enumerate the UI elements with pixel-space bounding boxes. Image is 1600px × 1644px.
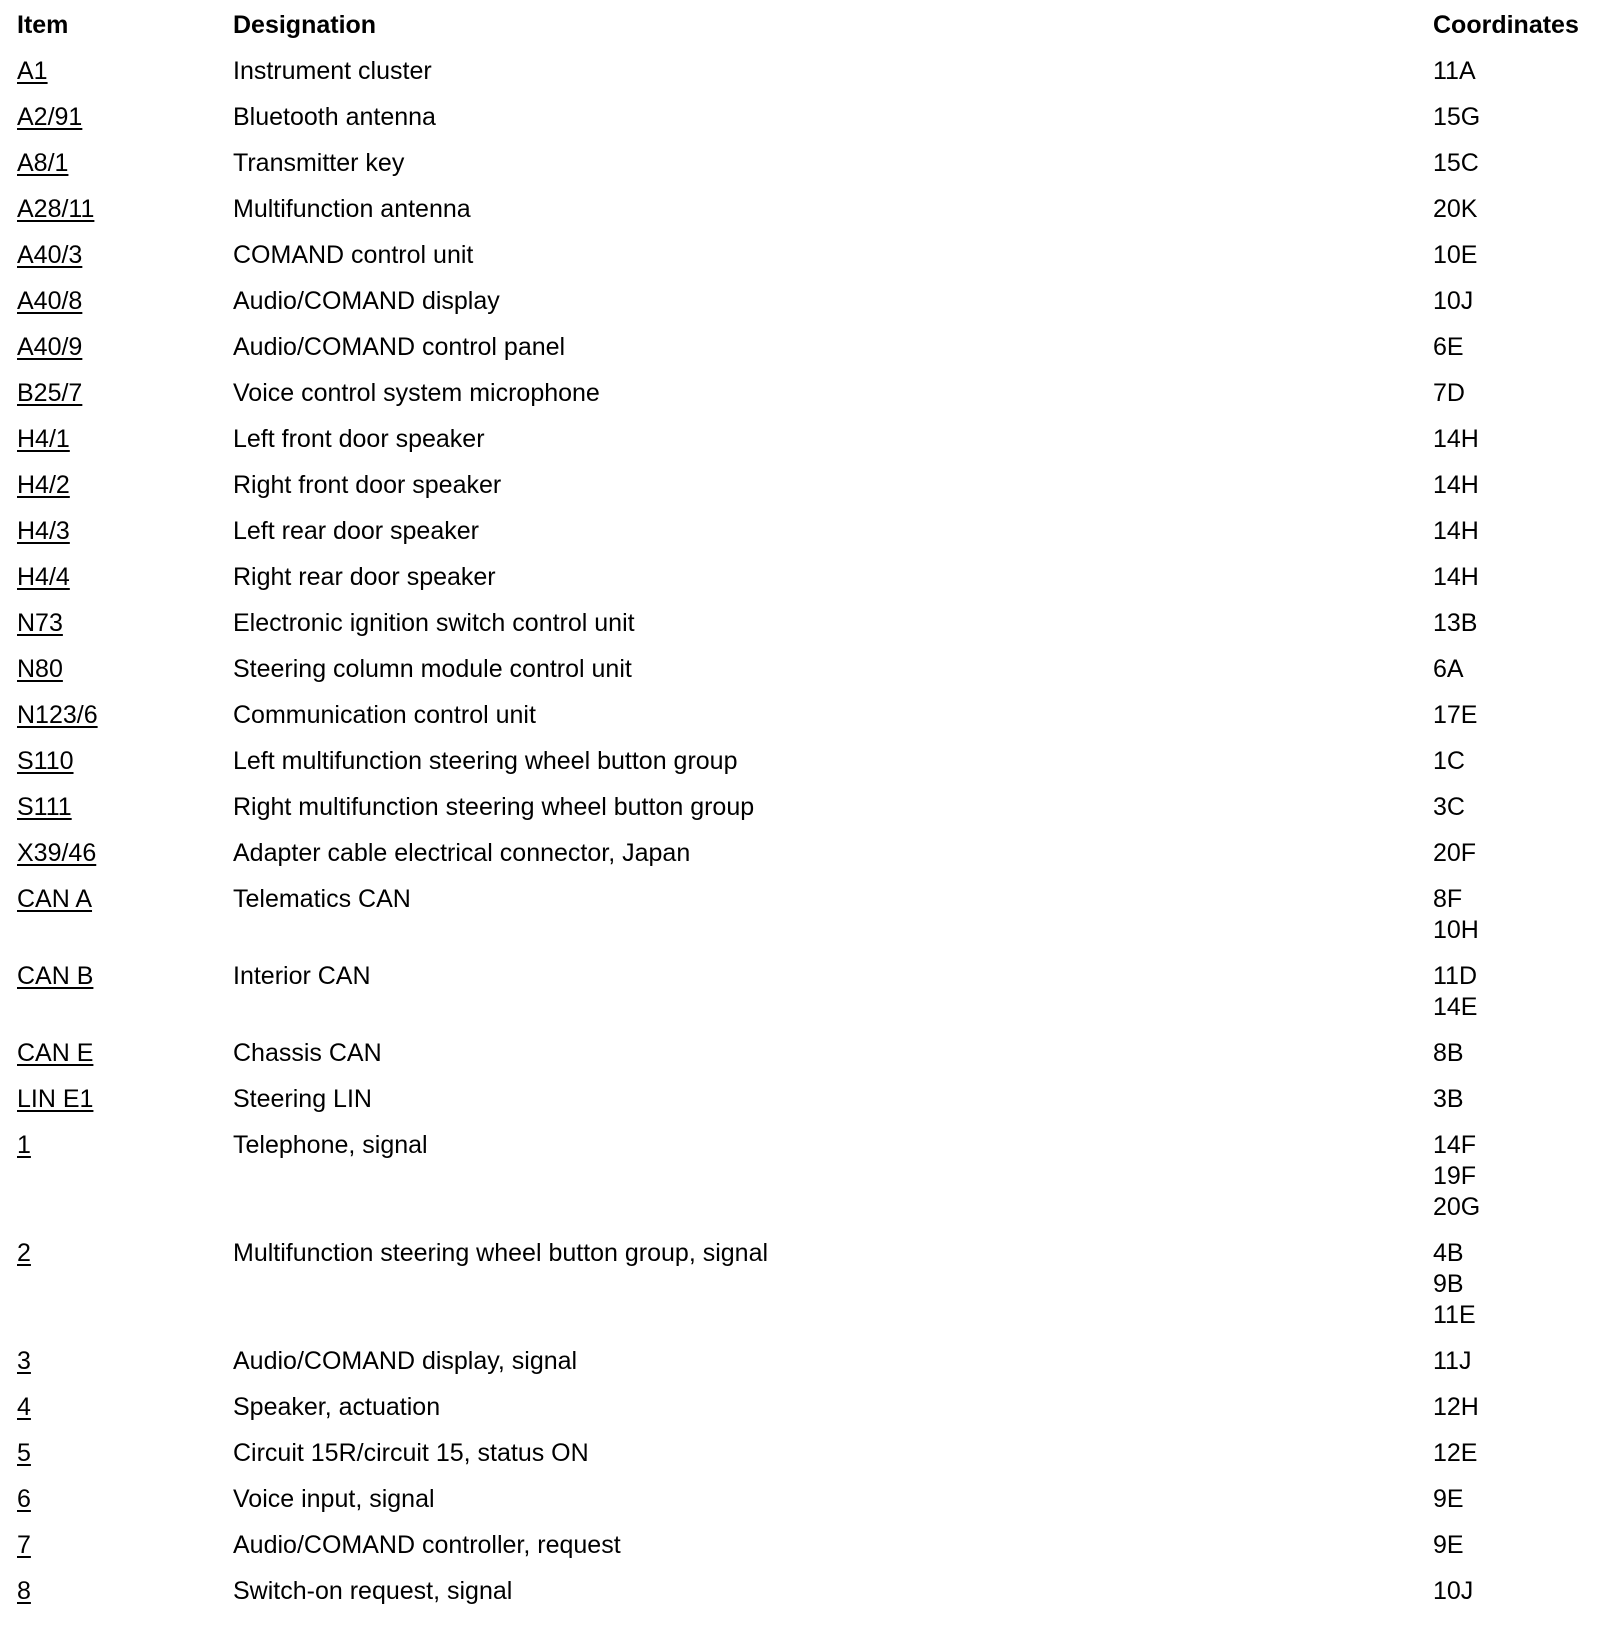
coordinate-value: 8F <box>1433 885 1463 913</box>
item-cell <box>17 1238 233 1269</box>
item-cell <box>17 1038 233 1069</box>
designation-cell: Right rear door speaker <box>233 563 496 591</box>
item-link[interactable]: H4/4 <box>17 563 70 591</box>
designation-cell: Bluetooth antenna <box>233 103 436 131</box>
designation-cell: Transmitter key <box>233 149 405 177</box>
coordinates-cell <box>1433 961 1587 1023</box>
table-row <box>17 509 1587 555</box>
item-cell <box>17 1346 233 1377</box>
designation-cell: COMAND control unit <box>233 241 474 269</box>
column-header-designation: Designation <box>233 11 377 39</box>
coordinates-cell <box>1433 148 1587 179</box>
coordinate-value: 14H <box>1433 563 1479 591</box>
designation-cell: Instrument cluster <box>233 57 432 85</box>
coordinate-value: 6A <box>1433 655 1464 683</box>
table-row <box>17 1123 1587 1231</box>
designation-cell: Telephone, signal <box>233 1131 428 1159</box>
coordinates-cell <box>1433 240 1587 271</box>
item-link[interactable]: S110 <box>17 747 74 775</box>
item-link[interactable]: N80 <box>17 655 63 683</box>
item-link[interactable]: CAN E <box>17 1039 94 1067</box>
item-link[interactable]: N123/6 <box>17 701 98 729</box>
coordinate-value: 11J <box>1433 1347 1472 1375</box>
designation-cell: Multifunction steering wheel button group, signal <box>233 1239 769 1267</box>
coordinate-value: 14F <box>1433 1131 1477 1159</box>
item-cell <box>17 562 233 593</box>
coordinates-cell <box>1433 516 1587 547</box>
table-row <box>17 279 1587 325</box>
coordinates-cell <box>1433 1084 1587 1115</box>
item-link[interactable]: CAN B <box>17 962 94 990</box>
coordinates-cell <box>1433 378 1587 409</box>
coordinates-cell <box>1433 470 1587 501</box>
item-link[interactable]: B25/7 <box>17 379 83 407</box>
coordinate-value: 12H <box>1433 1393 1479 1421</box>
table-row <box>17 1477 1587 1523</box>
coordinates-cell <box>1433 332 1587 363</box>
coordinate-value: 9E <box>1433 1531 1464 1559</box>
table-row <box>17 1077 1587 1123</box>
coordinate-value: 15G <box>1433 103 1481 131</box>
item-link[interactable]: 3 <box>17 1347 31 1375</box>
coordinates-cell <box>1433 194 1587 225</box>
item-link[interactable]: 4 <box>17 1393 31 1421</box>
item-cell <box>17 102 233 133</box>
coordinate-value: 10J <box>1433 287 1474 315</box>
designation-cell: Audio/COMAND display, signal <box>233 1347 578 1375</box>
coordinates-cell <box>1433 56 1587 87</box>
item-link[interactable]: H4/2 <box>17 471 70 499</box>
designation-cell: Right multifunction steering wheel button group <box>233 793 755 821</box>
coordinate-value: 3C <box>1433 793 1465 821</box>
item-link[interactable]: 8 <box>17 1577 31 1605</box>
item-link[interactable]: LIN E1 <box>17 1085 94 1113</box>
item-link[interactable]: 1 <box>17 1131 31 1159</box>
coordinates-cell <box>1433 654 1587 685</box>
item-cell <box>17 654 233 685</box>
item-cell <box>17 194 233 225</box>
item-cell <box>17 1084 233 1115</box>
legend-table <box>17 8 1587 1615</box>
table-row <box>17 1385 1587 1431</box>
item-cell <box>17 286 233 317</box>
item-cell <box>17 1530 233 1561</box>
coordinates-cell <box>1433 424 1587 455</box>
table-row <box>17 233 1587 279</box>
item-link[interactable]: H4/3 <box>17 517 70 545</box>
coordinate-value: 7D <box>1433 379 1465 407</box>
coordinate-value: 9E <box>1433 1485 1464 1513</box>
designation-cell: Adapter cable electrical connector, Japan <box>233 839 691 867</box>
table-row <box>17 463 1587 509</box>
item-cell <box>17 746 233 777</box>
item-cell <box>17 1438 233 1469</box>
item-link[interactable]: A2/91 <box>17 103 83 131</box>
item-cell <box>17 148 233 179</box>
designation-cell: Left multifunction steering wheel button group <box>233 747 738 775</box>
coordinate-value: 10E <box>1433 241 1478 269</box>
designation-cell: Circuit 15R/circuit 15, status ON <box>233 1439 589 1467</box>
item-cell <box>17 1576 233 1607</box>
table-row <box>17 49 1587 95</box>
column-header-coordinates: Coordinates <box>1433 11 1579 39</box>
item-link[interactable]: A8/1 <box>17 149 69 177</box>
coordinate-value: 15C <box>1433 149 1479 177</box>
item-cell <box>17 1392 233 1423</box>
item-link[interactable]: 6 <box>17 1485 31 1513</box>
designation-cell: Interior CAN <box>233 962 371 990</box>
coordinates-cell <box>1433 838 1587 869</box>
coordinates-cell <box>1433 1346 1587 1377</box>
coordinate-value: 6E <box>1433 333 1464 361</box>
coordinate-value: 11D <box>1433 962 1478 990</box>
coordinates-cell <box>1433 1438 1587 1469</box>
designation-cell: Communication control unit <box>233 701 536 729</box>
designation-cell: Telematics CAN <box>233 885 411 913</box>
table-row <box>17 555 1587 601</box>
coordinate-value: 10H <box>1433 916 1479 944</box>
designation-cell: Electronic ignition switch control unit <box>233 609 635 637</box>
coordinate-value: 14H <box>1433 517 1479 545</box>
table-row <box>17 325 1587 371</box>
coordinate-value: 4B <box>1433 1239 1464 1267</box>
coordinates-cell <box>1433 1530 1587 1561</box>
table-row <box>17 739 1587 785</box>
item-cell <box>17 1484 233 1515</box>
coordinate-value: 10J <box>1433 1577 1474 1605</box>
item-link[interactable]: N73 <box>17 609 63 637</box>
item-link[interactable]: A40/8 <box>17 287 83 315</box>
item-link[interactable]: A1 <box>17 57 48 85</box>
designation-cell: Chassis CAN <box>233 1039 382 1067</box>
designation-cell: Switch-on request, signal <box>233 1577 513 1605</box>
item-cell <box>17 792 233 823</box>
designation-cell: Right front door speaker <box>233 471 502 499</box>
coordinate-value: 14E <box>1433 993 1478 1021</box>
designation-cell: Voice input, signal <box>233 1485 435 1513</box>
designation-cell: Audio/COMAND control panel <box>233 333 566 361</box>
item-cell <box>17 56 233 87</box>
table-body <box>17 49 1587 1615</box>
table-row <box>17 1431 1587 1477</box>
item-cell <box>17 240 233 271</box>
table-row <box>17 141 1587 187</box>
coordinates-cell <box>1433 1238 1587 1331</box>
designation-cell: Audio/COMAND controller, request <box>233 1531 621 1559</box>
coordinate-value: 20F <box>1433 839 1477 867</box>
coordinate-value: 9B <box>1433 1270 1464 1298</box>
table-row <box>17 1031 1587 1077</box>
designation-cell: Voice control system microphone <box>233 379 600 407</box>
table-row <box>17 601 1587 647</box>
coordinate-value: 14H <box>1433 471 1479 499</box>
table-row <box>17 877 1587 954</box>
coordinate-value: 19F <box>1433 1162 1477 1190</box>
coordinate-value: 20G <box>1433 1193 1481 1221</box>
item-cell <box>17 470 233 501</box>
item-cell <box>17 1130 233 1161</box>
coordinates-cell <box>1433 700 1587 731</box>
table-row <box>17 693 1587 739</box>
table-header-row <box>17 8 1587 49</box>
coordinate-value: 8B <box>1433 1039 1464 1067</box>
table-row <box>17 187 1587 233</box>
item-cell <box>17 961 233 992</box>
item-cell <box>17 516 233 547</box>
designation-cell: Audio/COMAND display <box>233 287 500 315</box>
coordinate-value: 14H <box>1433 425 1479 453</box>
table-row <box>17 954 1587 1031</box>
item-cell <box>17 332 233 363</box>
table-row <box>17 1231 1587 1339</box>
table-row <box>17 1523 1587 1569</box>
coordinates-cell <box>1433 562 1587 593</box>
coordinate-value: 3B <box>1433 1085 1464 1113</box>
coordinates-cell <box>1433 1130 1587 1223</box>
coordinate-value: 11E <box>1433 1301 1476 1329</box>
coordinates-cell <box>1433 286 1587 317</box>
coordinate-value: 20K <box>1433 195 1478 223</box>
item-link[interactable]: X39/46 <box>17 839 97 867</box>
table-row <box>17 785 1587 831</box>
table-row <box>17 647 1587 693</box>
item-cell <box>17 424 233 455</box>
item-link[interactable]: A40/9 <box>17 333 83 361</box>
coordinates-cell <box>1433 884 1587 946</box>
coordinates-cell <box>1433 608 1587 639</box>
coordinate-value: 17E <box>1433 701 1478 729</box>
item-link[interactable]: H4/1 <box>17 425 70 453</box>
item-link[interactable]: CAN A <box>17 885 93 913</box>
item-cell <box>17 378 233 409</box>
coordinates-cell <box>1433 1576 1587 1607</box>
item-link[interactable]: A28/11 <box>17 195 95 223</box>
coordinates-cell <box>1433 1484 1587 1515</box>
item-cell <box>17 700 233 731</box>
coordinate-value: 12E <box>1433 1439 1478 1467</box>
table-row <box>17 1569 1587 1615</box>
designation-cell: Left rear door speaker <box>233 517 479 545</box>
table-row <box>17 95 1587 141</box>
item-link[interactable]: 7 <box>17 1531 31 1559</box>
column-header-item: Item <box>17 11 69 39</box>
item-link[interactable]: 2 <box>17 1239 31 1267</box>
coordinate-value: 1C <box>1433 747 1465 775</box>
item-link[interactable]: S111 <box>17 793 72 821</box>
designation-cell: Multifunction antenna <box>233 195 471 223</box>
table-row <box>17 371 1587 417</box>
item-link[interactable]: 5 <box>17 1439 31 1467</box>
item-cell <box>17 838 233 869</box>
item-cell <box>17 608 233 639</box>
item-link[interactable]: A40/3 <box>17 241 83 269</box>
coordinate-value: 11A <box>1433 57 1476 85</box>
coordinates-cell <box>1433 746 1587 777</box>
table-row <box>17 1339 1587 1385</box>
designation-cell: Steering LIN <box>233 1085 372 1113</box>
table-row <box>17 831 1587 877</box>
designation-cell: Steering column module control unit <box>233 655 632 683</box>
coordinate-value: 13B <box>1433 609 1478 637</box>
coordinates-cell <box>1433 102 1587 133</box>
item-cell <box>17 884 233 915</box>
designation-cell: Speaker, actuation <box>233 1393 441 1421</box>
coordinates-cell <box>1433 1392 1587 1423</box>
coordinates-cell <box>1433 792 1587 823</box>
coordinates-cell <box>1433 1038 1587 1069</box>
table-row <box>17 417 1587 463</box>
designation-cell: Left front door speaker <box>233 425 485 453</box>
